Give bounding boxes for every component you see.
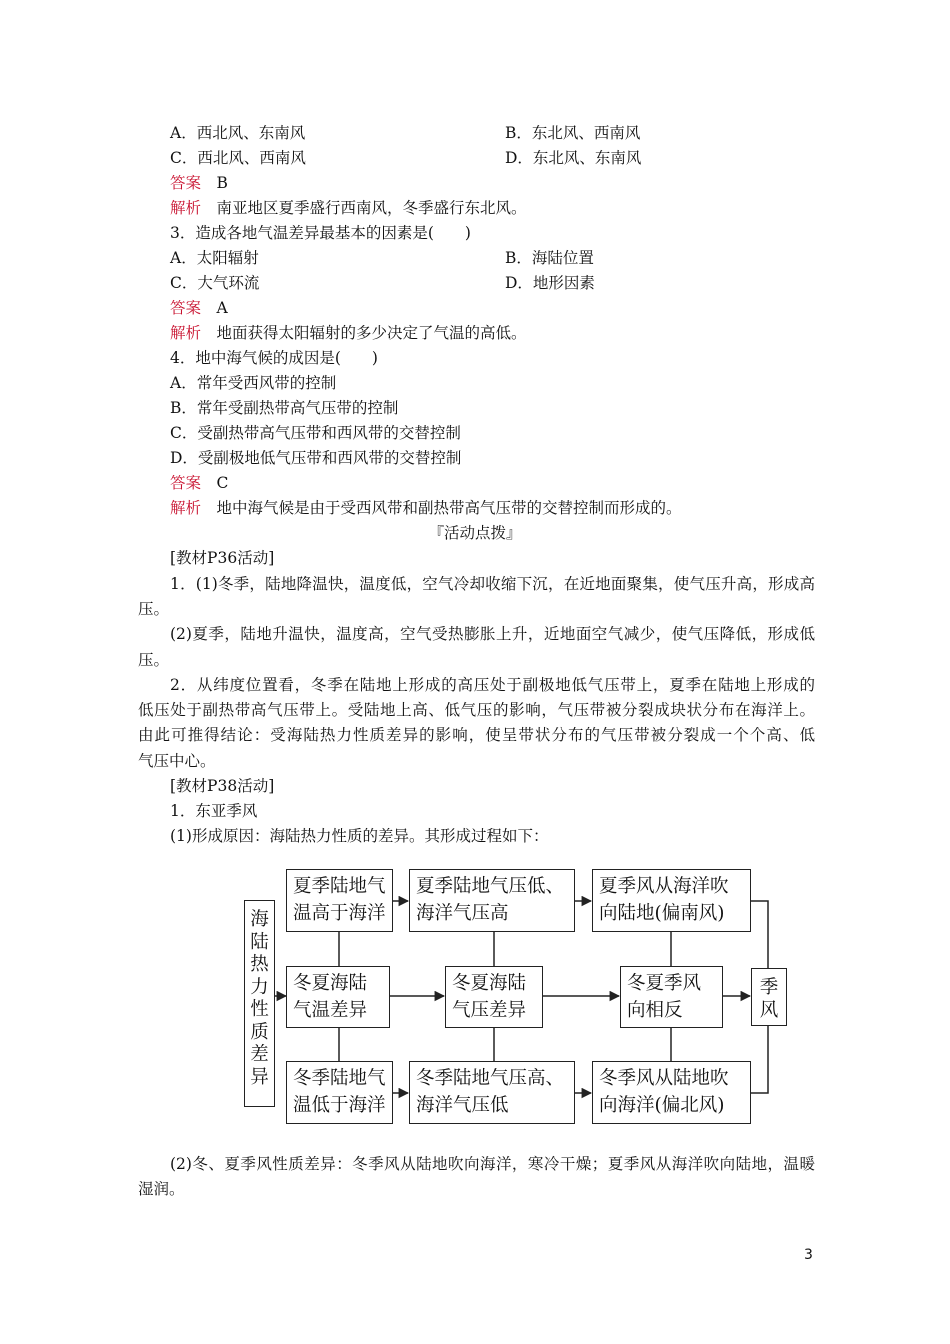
box-text-line: 冬季风从陆地吹 [599, 1068, 729, 1089]
summer-pressure-box [409, 869, 575, 932]
temp-diff-box [286, 966, 390, 1028]
q4-option-a: A．常年受西风带的控制 [170, 374, 337, 392]
p36-para3-line3: 由此可推得结论：受海陆热力性质差异的影响，使呈带状分布的气压带被分裂成一个个高、低 [138, 726, 815, 744]
box-text-line: 冬夏季风 [627, 973, 702, 994]
left-label-text: 海陆热力性质差异 [250, 909, 269, 1088]
answer-value: C [216, 474, 229, 492]
p38-item1-2-line2: 湿润。 [138, 1180, 185, 1198]
answer-label: 答案 [170, 174, 202, 192]
analysis-text: 地中海气候是由于受西风带和副热带高气压带的交替控制而形成的。 [216, 499, 682, 517]
box-text-line: 向海洋(偏北风) [599, 1095, 725, 1116]
winter-wind-box [592, 1061, 751, 1124]
q4-option-b: B．常年受副热带高气压带的控制 [170, 399, 399, 417]
p36-para1-line2: 压。 [138, 600, 170, 618]
box-text-line: 夏季陆地气 [293, 876, 386, 897]
q3-analysis [170, 323, 527, 343]
p36-para1-line1: 1．(1)冬季，陆地降温快，温度低，空气冷却收缩下沉，在近地面聚集，使气压升高，形成高 [170, 575, 815, 593]
right-label-text: 季风 [759, 977, 779, 1021]
answer-label: 答案 [170, 474, 202, 492]
analysis-text: 地面获得太阳辐射的多少决定了气温的高低。 [216, 324, 527, 342]
analysis-label: 解析 [170, 324, 202, 342]
activity-heading: 『活动点拨』 [428, 524, 522, 542]
winter-temp-box [286, 1061, 393, 1124]
q4-option-c: C．受副热带高气压带和西风带的交替控制 [170, 424, 461, 442]
q3-option-b: B．海陆位置 [505, 249, 594, 267]
q4-option-d: D．受副极地低气压带和西风带的交替控制 [170, 449, 462, 467]
q2-answer [170, 173, 228, 193]
analysis-label: 解析 [170, 199, 202, 217]
q2-option-c: C．西北风、西南风 [170, 149, 306, 167]
p36-para2-line1: (2)夏季，陆地升温快，温度高，空气受热膨胀上升，近地面空气减少，使气压降低，形成低 [170, 625, 815, 643]
monsoon-flow-diagram [238, 853, 790, 1138]
winter-pressure-box [409, 1061, 575, 1124]
box-text-line: 冬夏海陆 [293, 973, 368, 994]
p38-item1-2-line1: (2)冬、夏季风性质差异：冬季风从陆地吹向海洋，寒冷干燥；夏季风从海洋吹向陆地，温暖 [170, 1155, 815, 1173]
summer-wind-box [592, 869, 751, 932]
analysis-label: 解析 [170, 499, 202, 517]
box-text-line: 气温差异 [293, 1000, 368, 1021]
q4-answer [170, 473, 228, 493]
box-text-line: 夏季陆地气压低、 [416, 876, 565, 897]
box-text-line: 向相反 [627, 1000, 683, 1021]
box-text-line: 气压差异 [452, 1000, 527, 1021]
box-text-line: 温低于海洋 [293, 1095, 386, 1116]
q2-option-a: A．西北风、东南风 [170, 124, 306, 142]
right-label-box [751, 968, 787, 1026]
wind-opposite-box [620, 966, 723, 1028]
connector-line [751, 1025, 768, 1093]
connector-line [751, 901, 768, 968]
p36-para2-line2: 压。 [138, 651, 170, 669]
q2-analysis [170, 198, 527, 218]
q3-option-d: D．地形因素 [505, 274, 595, 292]
box-text-line: 海洋气压低 [416, 1095, 509, 1116]
box-text-line: 冬季陆地气压高、 [416, 1068, 565, 1089]
p38-item1-1: (1)形成原因：海陆热力性质的差异。其形成过程如下： [170, 827, 549, 845]
box-text-line: 海洋气压高 [416, 903, 509, 924]
box-text-line: 温高于海洋 [293, 903, 386, 924]
q4-analysis [170, 498, 682, 518]
analysis-text: 南亚地区夏季盛行西南风，冬季盛行东北风。 [216, 199, 527, 217]
p38-label: [教材P38活动] [170, 777, 275, 795]
q3-option-a: A．太阳辐射 [170, 249, 259, 267]
q4-stem: 4．地中海气候的成因是( ) [170, 349, 378, 367]
answer-value: A [216, 299, 228, 317]
q3-stem: 3．造成各地气温差异最基本的因素是( ) [170, 224, 471, 242]
left-label-box [244, 900, 275, 1107]
p38-item1: 1．东亚季风 [170, 802, 258, 820]
answer-value: B [216, 174, 228, 192]
answer-label: 答案 [170, 299, 202, 317]
p36-para3-line2: 低压处于副热带高气压带上。受陆地上高、低气压的影响，气压带被分裂成块状分布在海洋上。 [138, 701, 815, 719]
q3-answer [170, 298, 228, 318]
box-text-line: 冬夏海陆 [452, 973, 527, 994]
p36-para3-line4: 气压中心。 [138, 752, 216, 770]
q2-option-d: D．东北风、东南风 [505, 149, 642, 167]
summer-temp-box [286, 869, 393, 932]
box-text-line: 冬季陆地气 [293, 1068, 386, 1089]
q2-option-b: B．东北风、西南风 [505, 124, 641, 142]
box-text-line: 向陆地(偏南风) [599, 903, 725, 924]
p36-para3-line1: 2．从纬度位置看，冬季在陆地上形成的高压处于副极地低气压带上，夏季在陆地上形成的 [170, 676, 815, 694]
q3-option-c: C．大气环流 [170, 274, 260, 292]
page-number: 3 [804, 1247, 813, 1263]
pressure-diff-box [445, 966, 543, 1028]
p36-label: [教材P36活动] [170, 549, 275, 567]
box-text-line: 夏季风从海洋吹 [599, 876, 729, 897]
